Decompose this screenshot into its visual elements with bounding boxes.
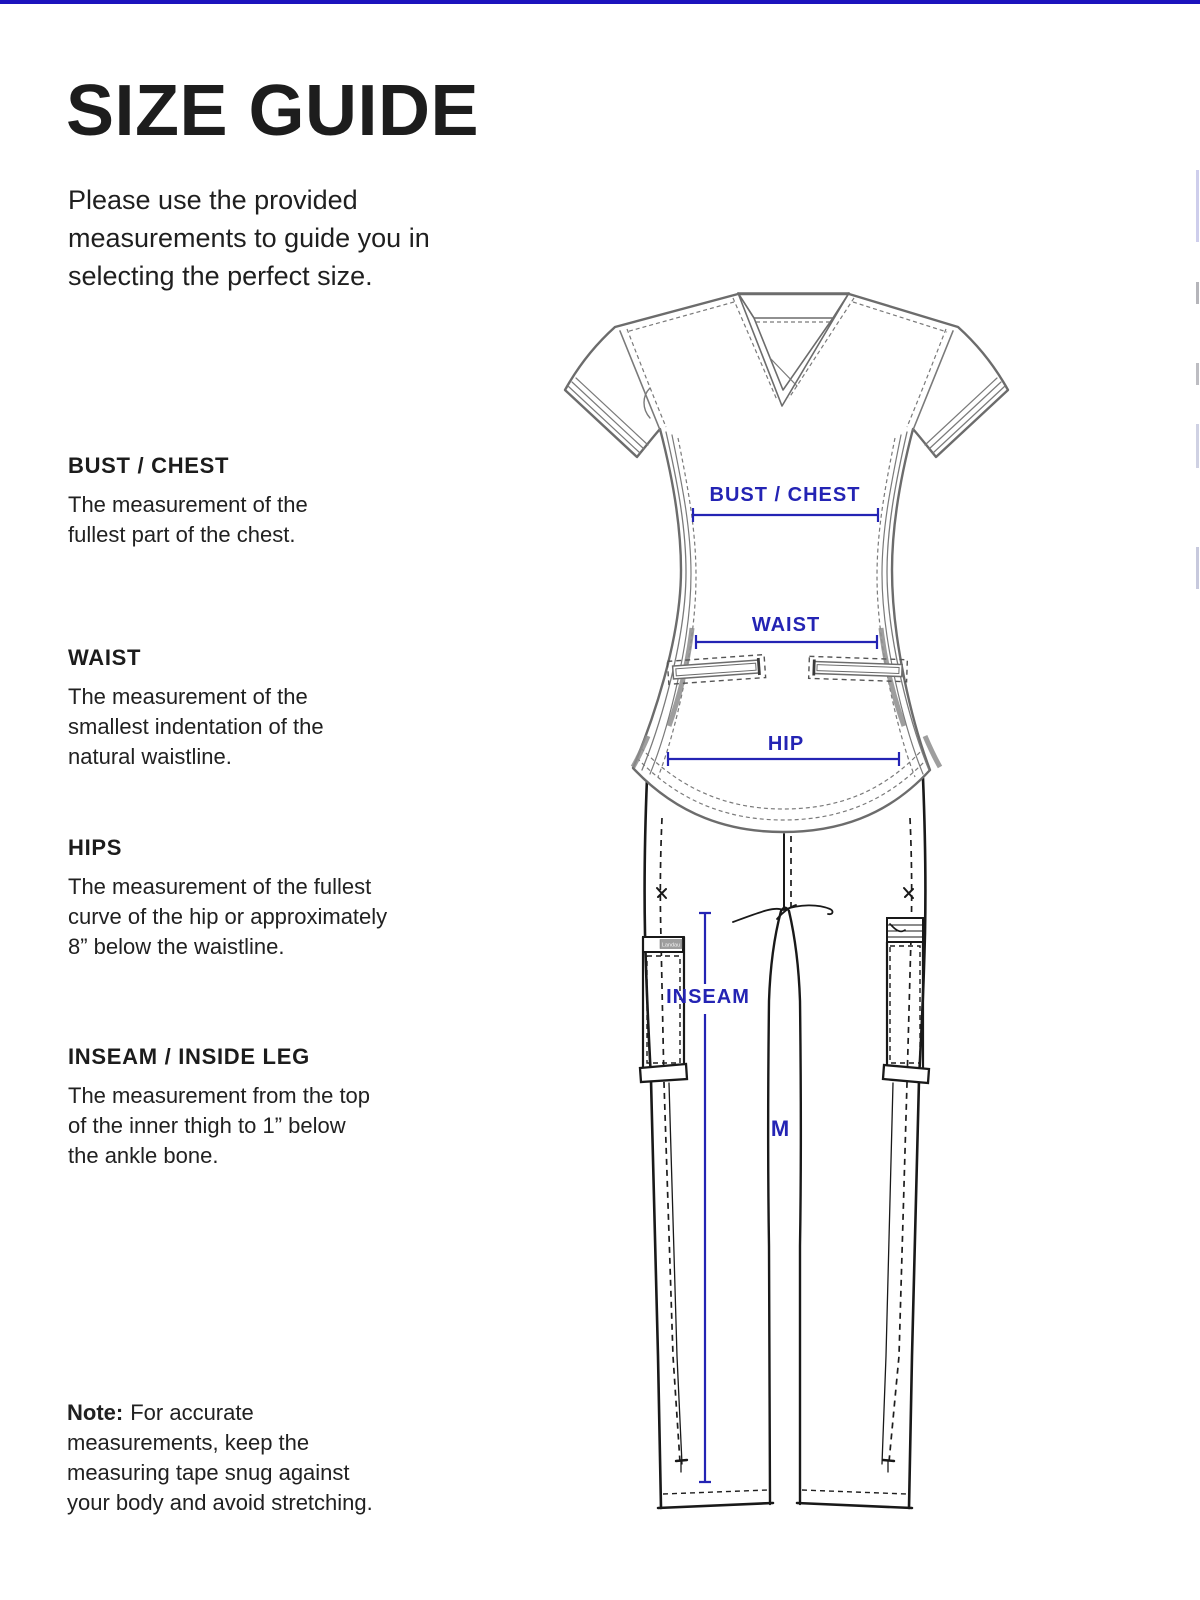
clipped-edge-artifact (1196, 547, 1199, 589)
bust-label: BUST / CHEST (709, 484, 861, 506)
hip-label: HIP (767, 733, 805, 755)
section-heading-inseam: INSEAM / INSIDE LEG (68, 1044, 310, 1069)
intro-line: selecting the perfect size. (68, 261, 373, 291)
section-body-waist (68, 682, 324, 772)
page-title: SIZE GUIDE (66, 71, 480, 151)
note-label: Note: (67, 1400, 124, 1425)
waist-label: WAIST (751, 614, 821, 636)
note-line: measuring tape snug against (67, 1460, 350, 1485)
section-heading-waist: WAIST (68, 645, 142, 670)
measurement-note (67, 1398, 373, 1518)
body-line: The measurement of the (68, 684, 308, 709)
top-border-line (0, 0, 1200, 4)
body-line: the ankle bone. (68, 1143, 219, 1168)
note-line-rest: For accurate (130, 1400, 254, 1425)
scrubs-size-diagram (530, 278, 1020, 1530)
clipped-edge-artifact (1196, 282, 1199, 304)
body-line: The measurement of the fullest (68, 874, 372, 899)
note-line (67, 1398, 373, 1428)
body-line: smallest indentation of the (68, 714, 324, 739)
clipped-edge-artifact (1196, 424, 1199, 468)
body-line: The measurement from the top (68, 1083, 371, 1108)
section-body-bust (68, 490, 308, 550)
section-heading-bust: BUST / CHEST (68, 453, 230, 478)
note-line: your body and avoid stretching. (67, 1490, 373, 1515)
body-line: curve of the hip or approximately (68, 904, 388, 929)
scrub-pants-drawing (640, 778, 929, 1508)
body-line: natural waistline. (68, 744, 232, 769)
brand-tag-text: Landau (661, 942, 681, 949)
intro-line: measurements to guide you in (68, 223, 430, 253)
body-line: 8” below the waistline. (68, 934, 285, 959)
clipped-edge-artifact (1196, 363, 1199, 385)
body-line: of the inner thigh to 1” below (68, 1113, 346, 1138)
inseam-label: INSEAM (666, 986, 750, 1008)
section-body-inseam (68, 1081, 370, 1171)
body-line: fullest part of the chest. (68, 522, 296, 547)
right-cargo-pocket (883, 918, 929, 1083)
section-body-hips (68, 872, 387, 962)
intro-line: Please use the provided (68, 185, 358, 215)
note-line: measurements, keep the (67, 1430, 310, 1455)
size-marker: M (770, 1116, 790, 1141)
body-line: The measurement of the (68, 492, 308, 517)
intro-text (68, 181, 430, 295)
section-heading-hips: HIPS (68, 835, 123, 860)
clipped-edge-artifact (1196, 170, 1199, 242)
